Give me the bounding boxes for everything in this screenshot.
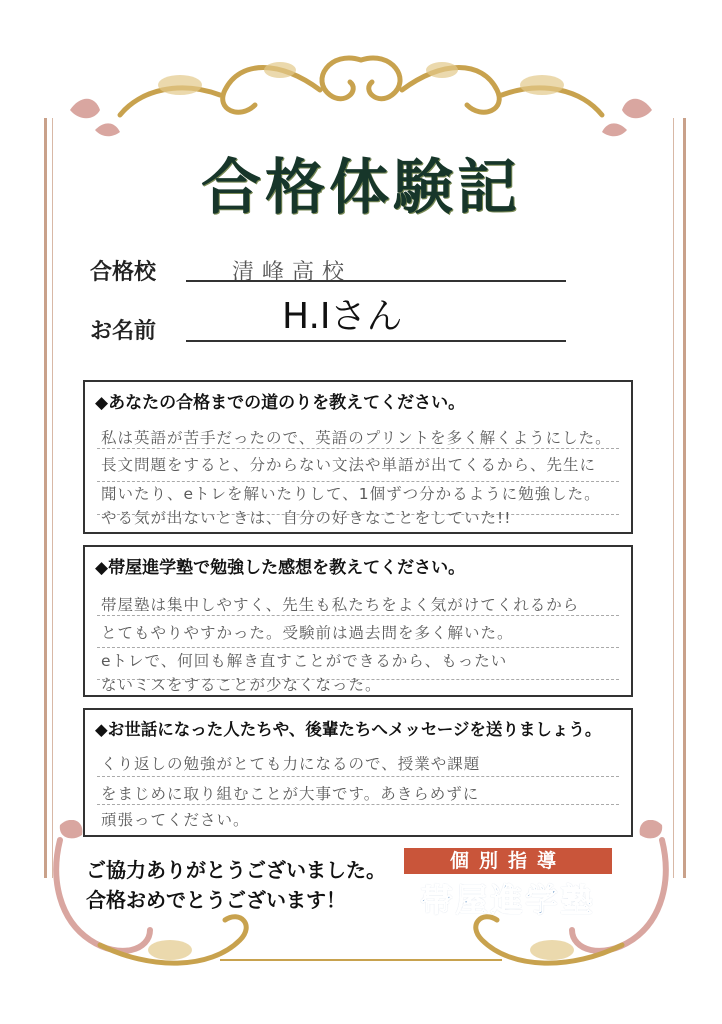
name-label: お名前 — [90, 319, 157, 344]
logo-name: 帯屋進学塾 — [420, 881, 596, 919]
school-label: 合格校 — [90, 260, 157, 285]
answer-line: 私は英語が苦手だったので、英語のプリントを多く解くようにした。 — [101, 429, 612, 447]
answer-line: 頑張ってください。 — [101, 811, 250, 829]
answer-line: ないミスをすることが少なくなった。 — [101, 676, 382, 694]
answer-rule — [97, 776, 619, 777]
answer-line: eトレで、何回も解き直すことができるから、もったい — [101, 652, 508, 670]
question-box-3 — [83, 708, 633, 837]
school-underline — [186, 280, 566, 282]
answer-rule — [97, 448, 619, 449]
name-underline — [186, 340, 566, 342]
question-heading: ◆お世話になった人たちや、後輩たちへメッセージを送りましょう。 — [95, 720, 602, 739]
question-box-2 — [83, 545, 633, 697]
answer-line: 帯屋塾は集中しやすく、先生も私たちをよく気がけてくれるから — [101, 596, 580, 614]
congrats-message: 合格おめでとうございます！ — [86, 888, 346, 912]
answer-rule — [97, 647, 619, 648]
question-heading: ◆帯屋進学塾で勉強した感想を教えてください。 — [95, 558, 466, 578]
question-heading: ◆あなたの合格までの道のりを教えてください。 — [95, 393, 466, 413]
answer-line: くり返しの勉強がとても力になるので、授業や課題 — [101, 755, 481, 773]
thanks-message: ご協力ありがとうございました。 — [86, 858, 386, 882]
page-title: 合格体験記 — [201, 153, 521, 223]
school-value: 清峰高校 — [232, 260, 353, 285]
answer-line: 聞いたり、eトレを解いたりして、1個ずつ分かるように勉強した。 — [101, 485, 601, 503]
school-logo — [404, 848, 612, 928]
answer-line: やる気が出ないときは、自分の好きなことをしていた!! — [101, 509, 512, 527]
logo-tagline: 個別指導 — [404, 848, 612, 874]
answer-rule — [97, 615, 619, 616]
question-box-1 — [83, 380, 633, 534]
answer-line: をまじめに取り組むことが大事です。あきらめずに — [101, 785, 480, 803]
answer-line: とてもやりやすかった。受験前は過去問を多く解いた。 — [101, 624, 514, 642]
answer-line: 長文問題をすると、分からない文法や単語が出てくるから、先生に — [101, 456, 597, 474]
answer-rule — [97, 804, 619, 805]
name-value: H.Iさん — [282, 296, 403, 337]
